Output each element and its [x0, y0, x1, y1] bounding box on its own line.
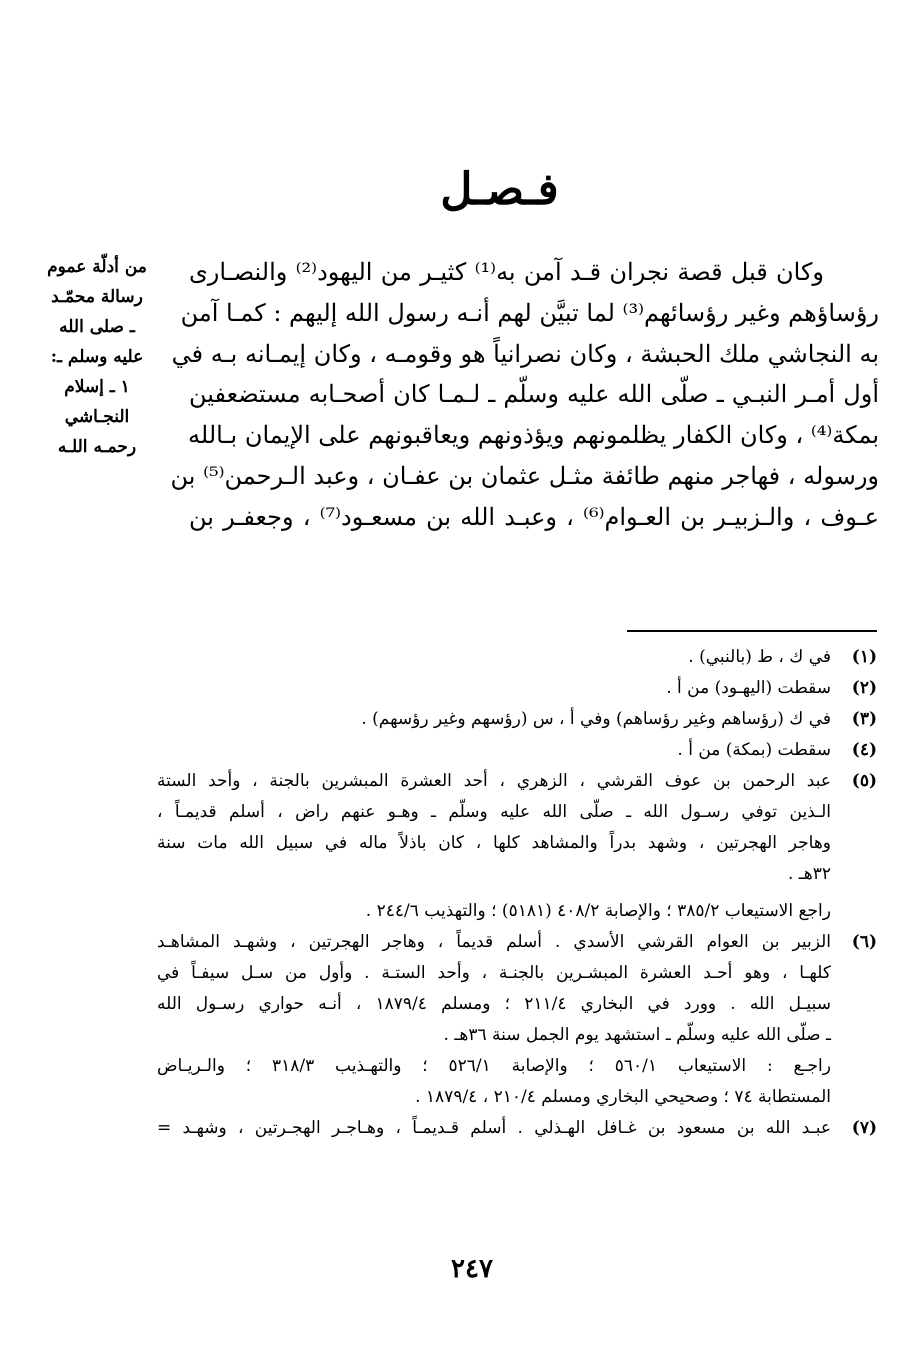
footnote — [157, 704, 877, 735]
margin-note — [42, 252, 152, 462]
margin-note-line: ـ صلى الله — [59, 317, 135, 337]
margin-note-line: عليه وسلم ـ: — [50, 347, 144, 367]
margin-note-line: ١ ـ إسلام — [64, 377, 130, 397]
footnote-line: الـذين توفي رسـول الله ـ صلّى الله عليه وسلّم ـ وهـو عنهم راض ، أسلم قديمـاً ، — [157, 802, 831, 822]
footnote-line: الزبير بن العوام القرشي الأسدي . أسلم قديماً ، وهاجر الهجرتين ، وشهـد المشاهـد — [157, 932, 831, 952]
footnote-divider — [627, 630, 877, 632]
footnote-line: سقطت (اليهـود) من أ . — [666, 678, 831, 698]
body-line: ورسوله ، فهاجر منهم طائفة مثـل عثمان بن عفـان ، وعبد الـرحمن⁽⁵⁾ بن — [170, 461, 879, 490]
main-text — [170, 252, 879, 538]
footnote — [157, 735, 877, 766]
footnote-line: سقطت (بمكة) من أ . — [677, 740, 831, 760]
footnote-line: كلهـا ، وهو أحـد العشرة المبشـرين بالجنـة ، وأحد الستـة . وأول من سـل سيفـاً في — [157, 963, 831, 983]
footnote-reference — [157, 896, 877, 927]
body-line: عـوف ، والـزبيـر بن العـوام⁽⁶⁾ ، وعبـد الله بن مسعـود⁽⁷⁾ ، وجعفـر بن — [189, 502, 879, 531]
footnote — [157, 766, 877, 890]
footnote-line: سبيـل الله . وورد في البخاري ٢١١/٤ ؛ ومسلم ١٨٧٩/٤ ، أنـه حواري رسـول الله — [157, 994, 831, 1014]
footnote — [157, 673, 877, 704]
footnote-number — [831, 896, 877, 927]
margin-note-line: من أدلّة عموم — [47, 257, 147, 277]
footnote-number — [831, 1051, 877, 1113]
footnote — [157, 642, 877, 673]
footnote-line: وهاجر الهجرتين ، وشهد بدراً والمشاهد كلها ، كان باذلاً ماله في سبيل الله مات سنة — [157, 833, 831, 853]
footnote-line: المستطابة ٧٤ ؛ وصحيحي البخاري ومسلم ٢١٠/٤ ، ١٨٧٩/٤ . — [415, 1087, 831, 1107]
footnote-line: عبـد الله بن مسعود بن غـافل الهـذلي . أسلم قـديمـاً ، وهـاجـر الهجـرتين ، وشهـد = — [157, 1118, 831, 1138]
footnotes — [157, 642, 877, 1144]
chapter-title: فـصـل — [440, 164, 559, 215]
body-line: به النجاشي ملك الحبشة ، وكان نصرانياً هو وقومـه ، وكان إيمـانه بـه في — [171, 339, 879, 368]
margin-note-line: النجـاشي — [64, 407, 130, 427]
footnote-line: في ك (رؤساهم وغير رؤساهم) وفي أ ، س (رؤسهم وغير رؤسهم) . — [361, 709, 831, 729]
footnote-number: (٦) — [851, 932, 877, 952]
footnote-reference — [157, 1051, 877, 1113]
footnote-number: (٢) — [851, 678, 877, 698]
margin-note-line: رحمـه اللـه — [57, 437, 137, 457]
footnote — [157, 1113, 877, 1144]
footnote — [157, 927, 877, 1051]
footnote-number: (٣) — [851, 709, 877, 729]
body-line: بمكة⁽⁴⁾ ، وكان الكفار يظلمونهم ويؤذونهم ويعاقبونهم على الإيمان بـالله — [188, 421, 879, 450]
footnote-line: عبد الرحمن بن عوف القرشي ، الزهري ، أحد العشرة المبشرين بالجنة ، وأحد الستة — [157, 771, 831, 791]
margin-note-line: رسالة محمّـد — [51, 287, 143, 307]
footnote-number: (١) — [851, 647, 877, 667]
page-number: ٢٤٧ — [451, 1254, 493, 1284]
footnote-line: ـ صلّى الله عليه وسلّم ـ استشهد يوم الجمل سنة ٣٦هـ . — [443, 1025, 831, 1045]
footnote-number: (٥) — [851, 771, 877, 791]
body-line: أول أمـر النبـي ـ صلّى الله عليه وسلّم ـ لـمـا كان أصحـابه مستضعفين — [189, 380, 879, 409]
footnote-line: في ك ، ط (بالنبي) . — [688, 647, 831, 667]
body-line: رؤساؤهم وغير رؤسائهم⁽³⁾ لما تبيَّن لهم أنـه رسول الله إليهم : كمـا آمن — [180, 298, 879, 327]
footnote-line: ٣٢هـ . — [787, 864, 831, 884]
footnote-number: (٤) — [851, 740, 877, 760]
footnote-line: راجـع : الاستيعاب ٥٦٠/١ ؛ والإصابة ٥٢٦/١ ؛ والتهـذيب ٣١٨/٣ ؛ والـريـاض — [157, 1056, 831, 1076]
footnote-number: (٧) — [851, 1118, 877, 1138]
footnote-line: راجع الاستيعاب ٣٨٥/٢ ؛ والإصابة ٤٠٨/٢ (٥١٨١) ؛ والتهذيب ٢٤٤/٦ . — [365, 901, 831, 921]
body-line: وكان قبل قصة نجران قـد آمن به⁽¹⁾ كثيـر من اليهود⁽²⁾ والنصـارى — [189, 258, 825, 286]
